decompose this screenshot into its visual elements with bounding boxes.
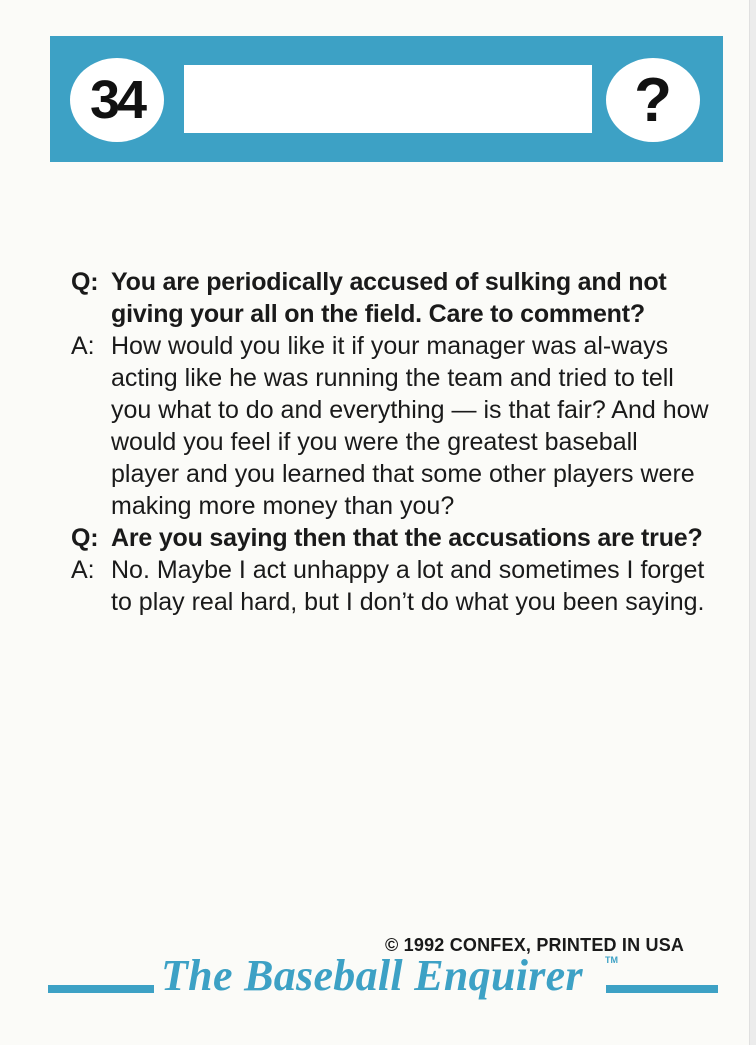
- brand-wordmark: The Baseball Enquirer: [161, 951, 583, 1000]
- answer-text: How would you like it if your manager was al-ways acting like he was running the team and tried to tell you what to do and everything — is that fair? And how would you feel if you were the greatest baseball player and you learned that some other players were making more money than you?: [111, 332, 709, 520]
- header-band: [50, 36, 723, 162]
- trademark-mark: TM: [605, 955, 618, 965]
- answer-tag: A:: [71, 556, 95, 584]
- question-tag: Q:: [71, 524, 99, 552]
- copyright-notice: © 1992 CONFEX, PRINTED IN USA: [385, 935, 685, 955]
- brand-rule-right: [606, 985, 718, 993]
- answer-tag: A:: [71, 332, 95, 360]
- card-number-badge: 34: [70, 58, 164, 142]
- qa-question-2: [71, 522, 711, 554]
- qa-section: [71, 266, 711, 618]
- question-mark-badge: ?: [606, 58, 700, 142]
- brand-rule-left: [48, 985, 154, 993]
- player-name-box: [184, 65, 592, 133]
- answer-text: No. Maybe I act unhappy a lot and sometimes I forget to play real hard, but I don’t do what you been saying.: [111, 556, 705, 616]
- qa-question-1: [71, 266, 711, 330]
- question-tag: Q:: [71, 268, 99, 296]
- question-text: You are periodically accused of sulking and not giving your all on the field. Care to comment?: [111, 268, 667, 328]
- question-text: Are you saying then that the accusations are true?: [111, 524, 703, 552]
- qa-answer-2: [71, 554, 711, 618]
- brand-logo: [48, 952, 720, 1002]
- qa-answer-1: [71, 330, 711, 522]
- card-edge: [749, 0, 756, 1045]
